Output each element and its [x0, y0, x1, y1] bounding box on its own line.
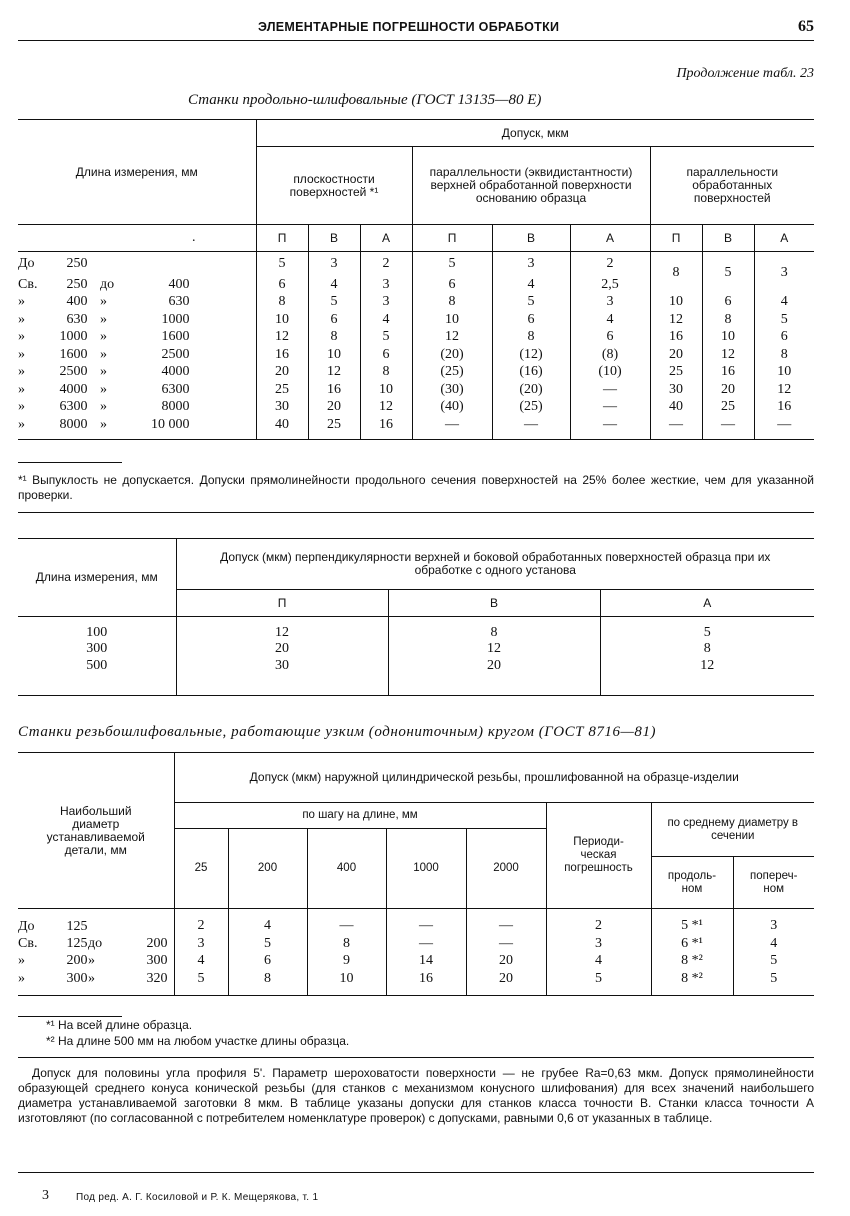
flatness-header: плоскостности поверхностей *¹: [256, 147, 412, 225]
length-from: 400: [66, 294, 88, 310]
value-cell: —: [570, 381, 650, 399]
value-cell: 5: [228, 935, 307, 953]
value-cell: 5: [733, 970, 814, 996]
value-cell: 3: [570, 293, 650, 311]
value-cell: —: [570, 416, 650, 440]
value-cell: 16: [386, 970, 466, 996]
pitch-length: 1000: [386, 829, 466, 909]
value-cell: —: [386, 909, 466, 935]
table-row: [18, 658, 814, 696]
value-cell: 16: [360, 416, 412, 440]
perpendicularity-header: Допуск (мкм) перпендикулярности верхней и боковой обработанных поверхностей образца при их обработке с одного установа: [176, 539, 814, 590]
value-cell: 8: [307, 935, 386, 953]
length-range-cell: [18, 276, 256, 294]
transverse-header: поперечном: [733, 857, 814, 909]
pitch-length: 400: [307, 829, 386, 909]
length-cell: 100: [86, 624, 108, 640]
value-cell: 3: [733, 909, 814, 935]
value-cell: —: [570, 398, 650, 416]
class-header: А: [754, 225, 814, 252]
value-cell: 5 *¹: [651, 909, 733, 935]
value-cell: 25: [256, 381, 308, 399]
length-to: 4000: [161, 364, 190, 380]
table-row: [18, 252, 814, 276]
table-thread-grinding: [18, 752, 814, 996]
value-cell: 25: [650, 363, 702, 381]
footnote-rule: [18, 462, 122, 463]
value-cell: 8: [360, 363, 412, 381]
value-cell: 4: [492, 276, 570, 294]
value-cell: 6: [256, 276, 308, 294]
value-cell: 2,5: [570, 276, 650, 294]
value-cell: (8): [570, 346, 650, 364]
value-cell: 3: [360, 293, 412, 311]
length-mid: »: [88, 970, 95, 986]
value-cell: 12: [176, 617, 388, 641]
value-cell: —: [754, 416, 814, 440]
table-row: [18, 311, 814, 329]
value-cell: (16): [492, 363, 570, 381]
length-range-cell: [18, 909, 174, 935]
length-header: Длина измерения, мм: [18, 120, 256, 225]
value-cell: 3: [754, 252, 814, 294]
length-prefix: »: [18, 970, 25, 986]
continuation-label: Продолжение табл. 23: [676, 66, 814, 81]
value-cell: 4: [174, 952, 228, 970]
value-cell: 5: [256, 252, 308, 276]
length-to: 6300: [161, 381, 190, 397]
value-cell: 6: [360, 346, 412, 364]
value-cell: (10): [570, 363, 650, 381]
length-prefix: »: [18, 329, 25, 345]
length-to: 200: [146, 935, 168, 951]
table-flatness: [18, 119, 814, 440]
length-prefix: »: [18, 346, 25, 362]
length-from: 125: [66, 918, 88, 934]
table-row: [18, 970, 814, 996]
class-header: В: [492, 225, 570, 252]
value-cell: 3: [546, 935, 651, 953]
value-cell: 5: [174, 970, 228, 996]
length-prefix: Св.: [18, 276, 38, 292]
table-row: [18, 293, 814, 311]
value-cell: —: [466, 935, 546, 953]
value-cell: 4: [308, 276, 360, 294]
value-cell: 8: [228, 970, 307, 996]
length-mid: »: [88, 953, 95, 969]
page-number: 65: [798, 18, 814, 35]
class-header: В: [388, 590, 600, 617]
value-cell: 14: [386, 952, 466, 970]
table-row: [18, 398, 814, 416]
length-range-cell: [18, 346, 256, 364]
value-cell: 20: [650, 346, 702, 364]
value-cell: 8 *²: [651, 970, 733, 996]
value-cell: 2: [546, 909, 651, 935]
length-from: 4000: [59, 381, 88, 397]
value-cell: 8 *²: [651, 952, 733, 970]
length-from: 125: [66, 935, 88, 951]
length-prefix: »: [18, 364, 25, 380]
thread-tolerance-header: Допуск (мкм) наружной цилиндрической резьбы, прошлифованной на образце-изделии: [174, 753, 814, 803]
value-cell: 8: [702, 311, 754, 329]
value-cell: —: [650, 416, 702, 440]
value-cell: 3: [174, 935, 228, 953]
length-range-cell: [18, 416, 256, 440]
length-from: 250: [66, 256, 88, 272]
value-cell: 12: [600, 658, 814, 696]
class-header: А: [600, 590, 814, 617]
length-from: 6300: [59, 399, 88, 415]
length-from: 300: [66, 970, 88, 986]
value-cell: 6 *¹: [651, 935, 733, 953]
table-perpendicularity: [18, 538, 814, 696]
value-cell: 20: [388, 658, 600, 696]
table-row: [18, 952, 814, 970]
value-cell: 12: [360, 398, 412, 416]
value-cell: —: [386, 935, 466, 953]
value-cell: 6: [228, 952, 307, 970]
length-to: 10 000: [151, 416, 190, 432]
value-cell: 10: [412, 311, 492, 329]
length-prefix: »: [18, 953, 25, 969]
section-divider: [18, 1057, 814, 1058]
length-to: 300: [146, 953, 168, 969]
table-row: [18, 328, 814, 346]
length-range-cell: [18, 381, 256, 399]
closing-note: Допуск для половины угла профиля 5'. Параметр шероховатости поверхности — не грубее Ra=0,63 мкм. Допуск прямолинейности образующей среднего конуса конической резьбы (для станков с механизмом конусного шлифования) для всех значений наибольшего диаметра устанавливаемой заготовки 8 мкм. В таблице указаны допуски для станков класса точности В. Станки класса точности А изготовляют (по согласованной с потребителем номенклатуре проверок) с допусками, равными 0,6 от указанных в таблице.: [18, 1066, 814, 1125]
length-mid: »: [100, 364, 107, 380]
value-cell: 3: [308, 252, 360, 276]
parallelism-surfaces-header: параллельности обработанных поверхностей: [650, 147, 814, 225]
section1-title: Станки продольно-шлифовальные (ГОСТ 13135—80 Е): [188, 92, 542, 108]
value-cell: 20: [308, 398, 360, 416]
running-header: [18, 18, 814, 41]
length-prefix: »: [18, 416, 25, 432]
table-row: [18, 346, 814, 364]
class-header: П: [650, 225, 702, 252]
value-cell: 12: [256, 328, 308, 346]
value-cell: 12: [754, 381, 814, 399]
value-cell: —: [307, 909, 386, 935]
value-cell: 5: [600, 617, 814, 641]
length-range-cell: [18, 952, 174, 970]
value-cell: 20: [466, 970, 546, 996]
length-from: 200: [66, 953, 88, 969]
value-cell: 4: [733, 935, 814, 953]
value-cell: 6: [308, 311, 360, 329]
value-cell: 6: [754, 328, 814, 346]
length-prefix: »: [18, 381, 25, 397]
value-cell: 9: [307, 952, 386, 970]
header-dot: .: [18, 225, 256, 252]
value-cell: —: [466, 909, 546, 935]
value-cell: 5: [492, 293, 570, 311]
bottom-divider: [18, 1172, 814, 1173]
value-cell: 2: [570, 252, 650, 276]
value-cell: 20: [256, 363, 308, 381]
value-cell: 10: [702, 328, 754, 346]
table-row: [18, 416, 814, 440]
value-cell: (12): [492, 346, 570, 364]
length-to: 320: [146, 970, 168, 986]
value-cell: 6: [412, 276, 492, 294]
pitch-length: 2000: [466, 829, 546, 909]
value-cell: —: [702, 416, 754, 440]
value-cell: 10: [650, 293, 702, 311]
section3-footnote-1: *¹ На всей длине образца.: [46, 1018, 193, 1032]
value-cell: 20: [176, 641, 388, 658]
length-to: 8000: [161, 399, 190, 415]
value-cell: 5: [360, 328, 412, 346]
length-mid: »: [100, 329, 107, 345]
length-range-cell: [18, 363, 256, 381]
value-cell: (20): [492, 381, 570, 399]
value-cell: 10: [308, 346, 360, 364]
value-cell: 8: [600, 641, 814, 658]
value-cell: 20: [466, 952, 546, 970]
length-prefix: »: [18, 311, 25, 327]
length-mid: »: [100, 311, 107, 327]
value-cell: 16: [650, 328, 702, 346]
value-cell: 8: [308, 328, 360, 346]
value-cell: 5: [733, 952, 814, 970]
class-header: А: [360, 225, 412, 252]
length-from: 630: [66, 311, 88, 327]
value-cell: 2: [360, 252, 412, 276]
tolerance-header: Допуск, мкм: [256, 120, 814, 147]
value-cell: 8: [388, 617, 600, 641]
value-cell: 12: [702, 346, 754, 364]
value-cell: 8: [650, 252, 702, 294]
class-header: В: [702, 225, 754, 252]
value-cell: 8: [492, 328, 570, 346]
table-row: [18, 909, 814, 935]
class-header: П: [412, 225, 492, 252]
value-cell: 4: [570, 311, 650, 329]
value-cell: 8: [754, 346, 814, 364]
value-cell: 16: [702, 363, 754, 381]
class-header: А: [570, 225, 650, 252]
value-cell: 8: [256, 293, 308, 311]
value-cell: 3: [360, 276, 412, 294]
table-row: [18, 935, 814, 953]
length-to: 2500: [161, 346, 190, 362]
class-header: П: [256, 225, 308, 252]
length-range-cell: [18, 935, 174, 953]
bottom-signature-number: 3: [42, 1188, 49, 1203]
pitch-length: 200: [228, 829, 307, 909]
value-cell: (30): [412, 381, 492, 399]
section3-footnote-2: *² На длине 500 мм на любом участке длины образца.: [46, 1034, 350, 1048]
length-mid: »: [100, 416, 107, 432]
length-to: 400: [168, 276, 190, 292]
length-mid: »: [100, 294, 107, 310]
class-header: П: [176, 590, 388, 617]
length-prefix: До: [18, 256, 35, 272]
length-cell: 500: [86, 657, 108, 673]
length-range-cell: [18, 252, 256, 276]
length-range-cell: [18, 293, 256, 311]
value-cell: 12: [388, 641, 600, 658]
value-cell: 5: [546, 970, 651, 996]
value-cell: 30: [650, 381, 702, 399]
length-from: 250: [66, 276, 88, 292]
value-cell: 3: [492, 252, 570, 276]
length-prefix: »: [18, 399, 25, 415]
value-cell: 40: [650, 398, 702, 416]
value-cell: (25): [412, 363, 492, 381]
value-cell: 8: [412, 293, 492, 311]
diameter-header: Наибольший диаметр устанавливаемой детали, мм: [18, 753, 174, 909]
length-from: 2500: [59, 364, 88, 380]
length-to: 1000: [161, 311, 190, 327]
value-cell: 4: [228, 909, 307, 935]
class-header: В: [308, 225, 360, 252]
value-cell: 25: [702, 398, 754, 416]
length-mid: до: [100, 276, 115, 292]
section-divider: [18, 512, 814, 513]
value-cell: —: [412, 416, 492, 440]
length-mid: »: [100, 346, 107, 362]
pitch-length: 25: [174, 829, 228, 909]
value-cell: 30: [176, 658, 388, 696]
value-cell: 6: [570, 328, 650, 346]
table-row: [18, 363, 814, 381]
value-cell: (40): [412, 398, 492, 416]
value-cell: 40: [256, 416, 308, 440]
value-cell: 12: [412, 328, 492, 346]
value-cell: 10: [256, 311, 308, 329]
value-cell: 4: [360, 311, 412, 329]
bottom-signature-text: Под ред. А. Г. Косиловой и Р. К. Мещерякова, т. 1: [76, 1192, 319, 1203]
footnote-rule: [18, 1016, 122, 1017]
value-cell: —: [492, 416, 570, 440]
value-cell: (20): [412, 346, 492, 364]
length-range-cell: [18, 398, 256, 416]
value-cell: 10: [360, 381, 412, 399]
value-cell: (25): [492, 398, 570, 416]
value-cell: 10: [307, 970, 386, 996]
value-cell: 16: [256, 346, 308, 364]
value-cell: 16: [308, 381, 360, 399]
length-range-cell: [18, 328, 256, 346]
section1-footnote: *¹ Выпуклость не допускается. Допуски прямолинейности продольного сечения поверхностей на 25% более жесткие, чем для указанной проверки.: [18, 473, 814, 502]
table-row: [18, 381, 814, 399]
value-cell: 2: [174, 909, 228, 935]
length-to: 630: [168, 294, 190, 310]
parallelism-base-header: параллельности (эквидистантности) верхней обработанной поверхности основанию образца: [412, 147, 650, 225]
value-cell: 16: [754, 398, 814, 416]
length-prefix: Св.: [18, 935, 38, 951]
value-cell: 12: [650, 311, 702, 329]
length-from: 8000: [59, 416, 88, 432]
section3-title: Станки резьбошлифовальные, работающие узким (однониточным) кругом (ГОСТ 8716—81): [18, 724, 657, 740]
value-cell: 10: [754, 363, 814, 381]
table-row: [18, 641, 814, 658]
length-prefix: »: [18, 294, 25, 310]
value-cell: 5: [308, 293, 360, 311]
pitch-header: по шагу на длине, мм: [174, 803, 546, 829]
value-cell: 20: [702, 381, 754, 399]
value-cell: 12: [308, 363, 360, 381]
length-from: 1600: [59, 346, 88, 362]
value-cell: 5: [754, 311, 814, 329]
value-cell: 5: [702, 252, 754, 294]
value-cell: 6: [702, 293, 754, 311]
length-range-cell: [18, 311, 256, 329]
value-cell: 25: [308, 416, 360, 440]
value-cell: 4: [546, 952, 651, 970]
length-cell: 300: [86, 641, 108, 656]
length-mid: »: [100, 399, 107, 415]
length-header-2: Длина измерения, мм: [18, 539, 176, 617]
value-cell: 4: [754, 293, 814, 311]
value-cell: 5: [412, 252, 492, 276]
value-cell: 30: [256, 398, 308, 416]
length-mid: »: [100, 381, 107, 397]
running-header-title: ЭЛЕМЕНТАРНЫЕ ПОГРЕШНОСТИ ОБРАБОТКИ: [258, 20, 560, 34]
length-prefix: До: [18, 918, 35, 934]
table-row: [18, 617, 814, 641]
length-range-cell: [18, 970, 174, 996]
value-cell: 6: [492, 311, 570, 329]
longitudinal-header: продольном: [651, 857, 733, 909]
length-to: 1600: [161, 329, 190, 345]
mean-diameter-header: по среднему диаметру в сечении: [651, 803, 814, 857]
length-mid: до: [88, 935, 103, 951]
length-from: 1000: [59, 329, 88, 345]
periodic-error-header: Периодическая погрешность: [546, 803, 651, 909]
